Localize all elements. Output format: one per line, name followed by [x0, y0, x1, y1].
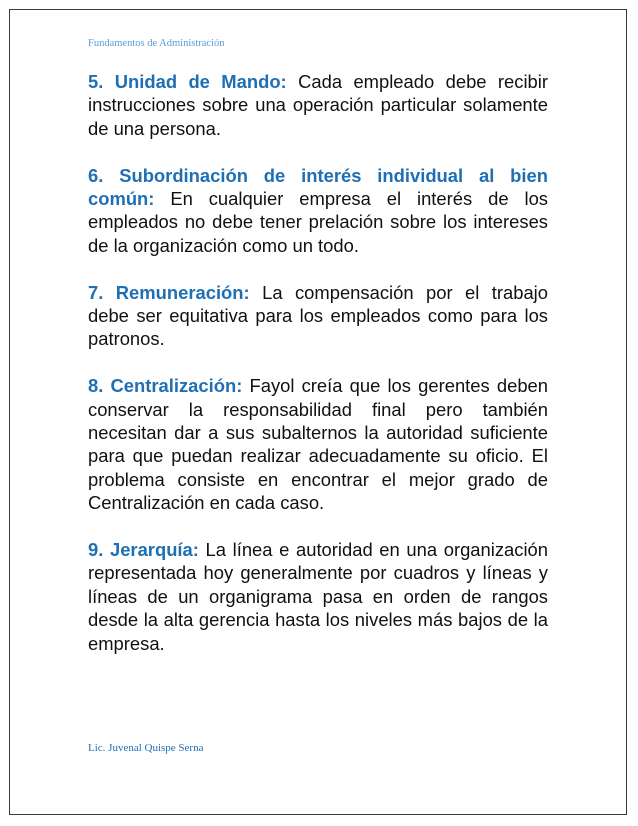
principle-term: 5. Unidad de Mando:	[88, 71, 287, 92]
principle-text: En cualquier empresa el interés de los empleados no debe tener prelación sobre los intereses de la organización como un todo.	[88, 188, 548, 256]
principle-term: 9. Jerarquía:	[88, 539, 199, 561]
principle-term: 7. Remuneración:	[88, 281, 250, 303]
principle-unidad-de-mando	[88, 70, 548, 140]
principle-term: 8. Centralización:	[88, 375, 243, 397]
principle-text: La línea e autoridad en una organización representada hoy generalmente por cuadros y líneas y líneas de un organigrama pasa en orden de rangos desde la alta gerencia hasta los niveles más bajos de la empresa.	[88, 539, 548, 654]
principle-term: 6. Subordinación de interés individual al bien común:	[88, 164, 548, 210]
principle-subordinacion	[88, 164, 548, 258]
principle-text: La compensación por el trabajo debe ser equitativa para los empleados como para los patronos.	[88, 281, 549, 350]
principle-jerarquia	[88, 538, 548, 655]
page-header: Fundamentos de Administración	[88, 38, 225, 49]
principle-remuneracion	[88, 281, 548, 351]
principle-text: Cada empleado debe recibir instrucciones sobre una operación particular solamente de una persona.	[88, 71, 548, 139]
page-footer: Lic. Juvenal Quispe Serna	[88, 742, 204, 754]
document-body	[88, 70, 548, 655]
principle-centralizacion	[88, 374, 548, 514]
principle-text: Fayol creía que los gerentes deben conservar la responsabilidad final pero también necesitan dar a sus subalternos la autoridad suficiente para que puedan realizar adecuadamente su oficio. El problema consiste en encontrar el mejor grado de Centralización en cada caso.	[88, 375, 548, 514]
